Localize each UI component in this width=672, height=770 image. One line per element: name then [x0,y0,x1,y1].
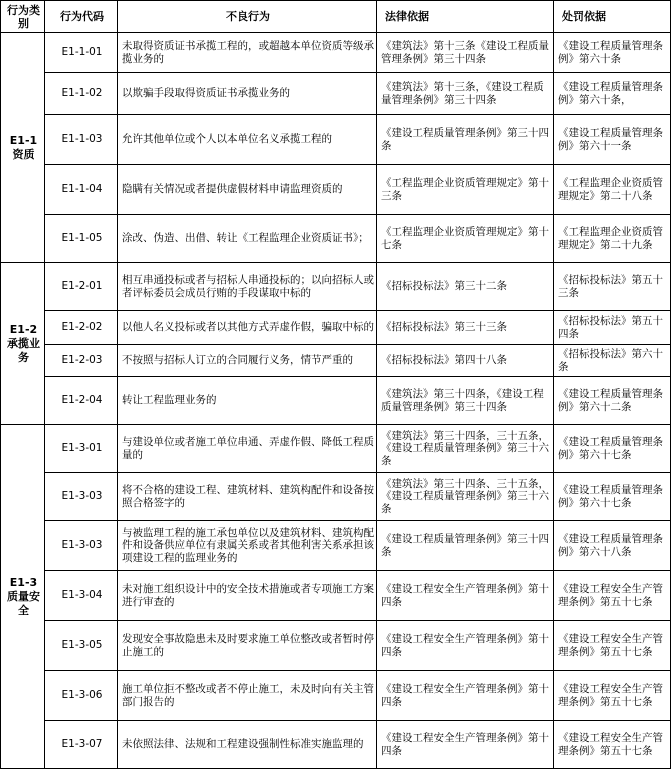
penalty-basis-cell: 《建设工程安全生产管理条例》第五十七条 [554,621,671,671]
penalty-basis-cell: 《工程监理企业资质管理规定》第二十九条 [554,215,671,263]
code-cell: E1-1-05 [45,215,118,263]
behavior-cell: 与被监理工程的施工承包单位以及建筑材料、建筑构配件和设备供应单位有隶属关系或者其他利害关系承担该项建设工程的监理业务的 [118,521,377,571]
penalty-basis-cell: 《建设工程质量管理条例》第六十七条 [554,425,671,473]
code-cell: E1-3-03 [45,473,118,521]
table-row [1,621,671,671]
legal-basis-cell: 《建设工程安全生产管理条例》第十四条 [377,621,554,671]
legal-basis-cell: 《建设工程安全生产管理条例》第十四条 [377,571,554,621]
code-cell: E1-1-04 [45,165,118,215]
behavior-cell: 允许其他单位或个人以本单位名义承揽工程的 [118,115,377,165]
table-row [1,425,671,473]
penalty-basis-cell: 《招标投标法》第六十条 [554,345,671,377]
legal-basis-cell: 《建设工程质量管理条例》第三十四条 [377,521,554,571]
legal-basis-cell: 《招标投标法》第三十三条 [377,311,554,345]
penalty-basis-cell: 《建设工程安全生产管理条例》第五十七条 [554,671,671,721]
code-cell: E1-3-04 [45,571,118,621]
category-cell: E1-1 资质 [1,33,45,263]
table-header [1,1,671,33]
behavior-cell: 发现安全事故隐患未及时要求施工单位整改或者暂时停止施工的 [118,621,377,671]
table-row [1,73,671,115]
legal-basis-cell: 《工程监理企业资质管理规定》第十七条 [377,215,554,263]
code-cell: E1-2-03 [45,345,118,377]
table-row [1,263,671,311]
legal-basis-cell: 《建筑法》第三十四条，《建设工程质量管理条例》第三十四条 [377,377,554,425]
category-cell: E1-3质量安全 [1,425,45,769]
legal-basis-cell: 《建筑法》第十三条，《建设工程质量管理条例》第三十四条 [377,73,554,115]
behavior-cell: 将不合格的建设工程、建筑材料、建筑构配件和设备按照合格签字的 [118,473,377,521]
table-row [1,215,671,263]
legal-basis-cell: 《建设工程质量管理条例》第三十四条 [377,115,554,165]
penalty-basis-cell: 《建设工程质量管理条例》第六十条 [554,33,671,73]
code-cell: E1-2-04 [45,377,118,425]
header-category: 行为类别 [1,1,45,33]
behavior-cell: 施工单位拒不整改或者不停止施工，未及时向有关主管部门报告的 [118,671,377,721]
legal-basis-cell: 《建设工程安全生产管理条例》第十四条 [377,671,554,721]
table-row [1,115,671,165]
legal-basis-cell: 《工程监理企业资质管理规定》第十三条 [377,165,554,215]
behavior-cell: 不按照与招标人订立的合同履行义务，情节严重的 [118,345,377,377]
code-cell: E1-1-02 [45,73,118,115]
penalty-basis-cell: 《建设工程质量管理条例》第六十七条 [554,473,671,521]
code-cell: E1-3-07 [45,721,118,769]
legal-basis-cell: 《建设工程安全生产管理条例》第十四条 [377,721,554,769]
legal-basis-cell: 《建筑法》第十三条《建设工程质量管理条例》第三十四条 [377,33,554,73]
behavior-cell: 与建设单位或者施工单位串通、弄虚作假、降低工程质量的 [118,425,377,473]
behavior-cell: 转让工程监理业务的 [118,377,377,425]
legal-basis-cell: 《招标投标法》第三十二条 [377,263,554,311]
header-penalty-basis: 处罚依据 [554,1,671,33]
code-cell: E1-1-01 [45,33,118,73]
penalty-basis-cell: 《招标投标法》第五十三条 [554,263,671,311]
behavior-cell: 未对施工组织设计中的安全技术措施或者专项施工方案进行审查的 [118,571,377,621]
category-cell: E1-2 承揽业务 [1,263,45,425]
penalty-basis-cell: 《建设工程质量管理条例》第六十八条 [554,521,671,571]
table-row [1,473,671,521]
penalty-basis-cell: 《建设工程安全生产管理条例》第五十七条 [554,571,671,621]
table-body [1,33,671,769]
header-behavior: 不良行为 [118,1,377,33]
table-row [1,721,671,769]
table-row [1,33,671,73]
table-row [1,571,671,621]
penalty-basis-cell: 《建设工程质量管理条例》第六十条， [554,73,671,115]
code-cell: E1-3-05 [45,621,118,671]
behavior-cell: 相互串通投标或者与招标人串通投标的；以向招标人或者评标委员会成员行贿的手段谋取中标的 [118,263,377,311]
header-legal-basis: 法律依据 [377,1,554,33]
header-code: 行为代码 [45,1,118,33]
behavior-cell: 未取得资质证书承揽工程的，或超越本单位资质等级承揽业务的 [118,33,377,73]
table-row [1,671,671,721]
legal-basis-cell: 《建筑法》第三十四条，三十五条，《建设工程质量管理条例》第三十六条 [377,425,554,473]
code-cell: E1-2-01 [45,263,118,311]
legal-basis-cell: 《招标投标法》第四十八条 [377,345,554,377]
table-row [1,311,671,345]
penalty-basis-cell: 《招标投标法》第五十四条 [554,311,671,345]
behavior-cell: 隐瞒有关情况或者提供虚假材料申请监理资质的 [118,165,377,215]
code-cell: E1-3-03 [45,521,118,571]
table-row [1,165,671,215]
table-row [1,521,671,571]
header-row [1,1,671,33]
code-cell: E1-1-03 [45,115,118,165]
behavior-cell: 以他人名义投标或者以其他方式弄虚作假，骗取中标的 [118,311,377,345]
table-row [1,345,671,377]
behavior-cell: 涂改、伪造、出借、转让《工程监理企业资质证书》； [118,215,377,263]
table-row [1,377,671,425]
penalty-basis-cell: 《建设工程质量管理条例》第六十一条 [554,115,671,165]
penalty-basis-cell: 《工程监理企业资质管理规定》第二十八条 [554,165,671,215]
code-cell: E1-3-06 [45,671,118,721]
penalty-basis-cell: 《建设工程质量管理条例》第六十二条 [554,377,671,425]
code-cell: E1-2-02 [45,311,118,345]
legal-basis-cell: 《建筑法》第三十四条、三十五条，《建设工程质量管理条例》第三十六条 [377,473,554,521]
code-cell: E1-3-01 [45,425,118,473]
penalty-basis-cell: 《建设工程安全生产管理条例》第五十七条 [554,721,671,769]
behavior-cell: 以欺骗手段取得资质证书承揽业务的 [118,73,377,115]
behavior-cell: 未依照法律、法规和工程建设强制性标准实施监理的 [118,721,377,769]
